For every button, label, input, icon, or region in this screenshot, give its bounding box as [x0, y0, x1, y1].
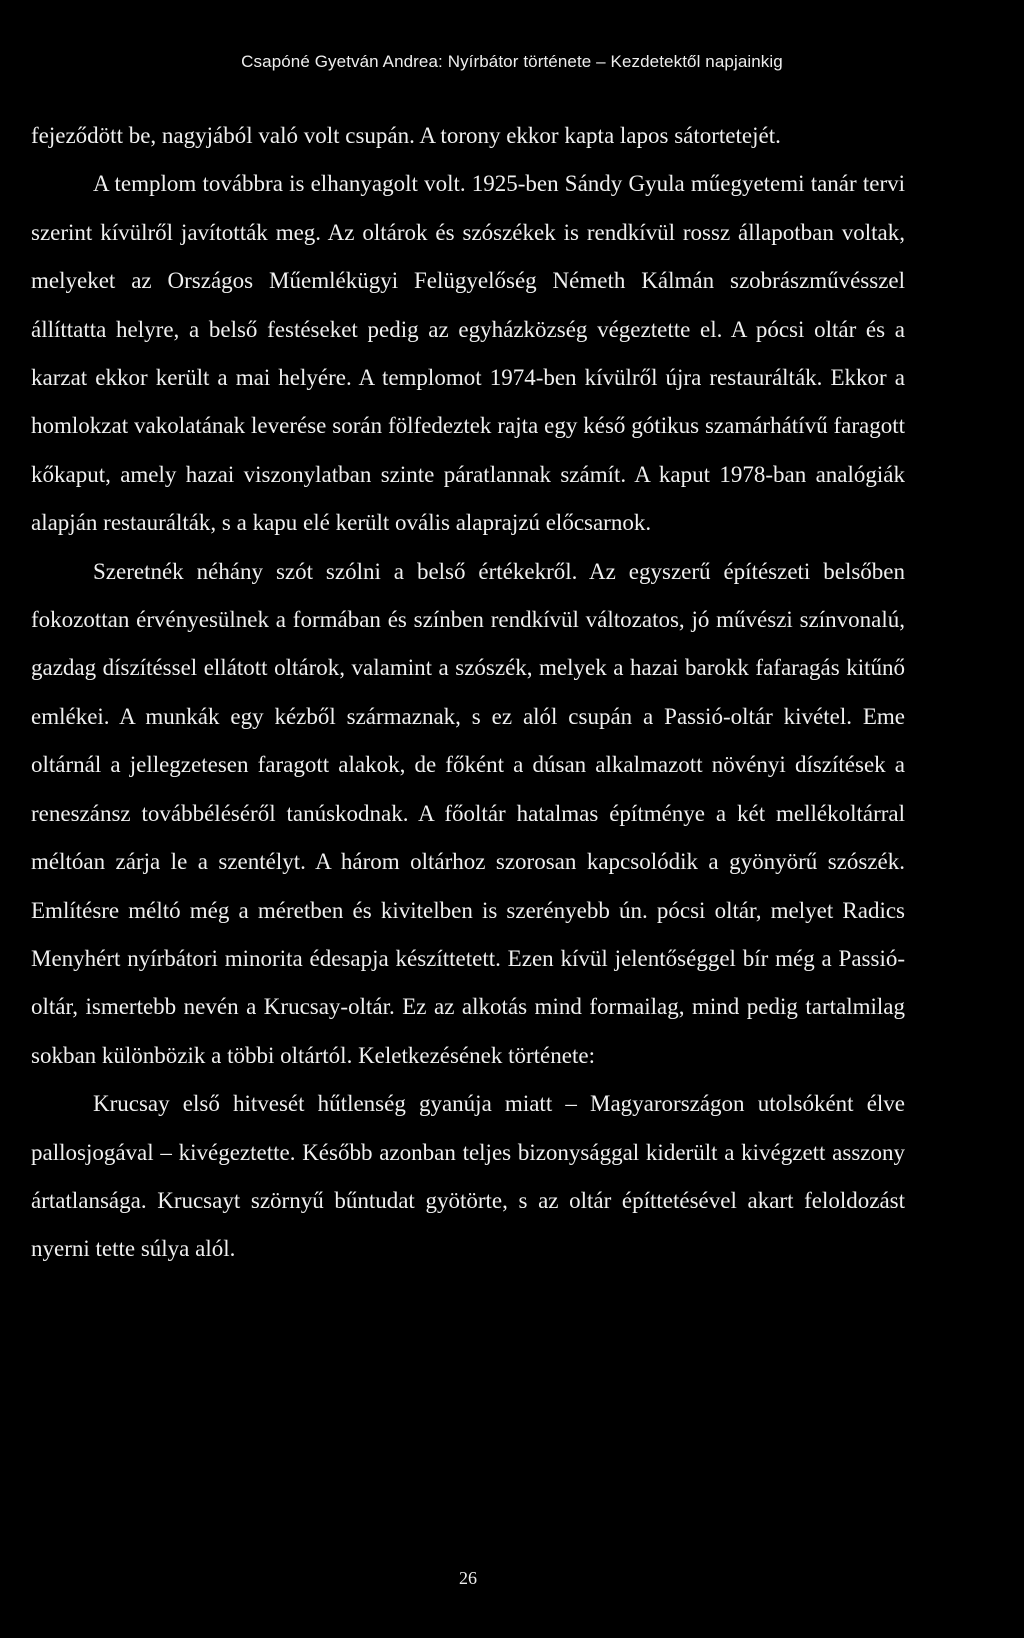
running-header: Csapóné Gyetván Andrea: Nyírbátor története – Kezdetektől napjainkig: [241, 52, 783, 71]
paragraph-2: A templom továbbra is elhanyagolt volt. 1925-ben Sándy Gyula műegyetemi tanár tervi szerint kívülről javították meg. Az oltárok és szószékek is rendkívül rossz állapotban voltak, melyeket az Országos Műemlékügyi Felügyelőség Németh Kálmán szobrászművésszel állíttatta helyre, a belső festéseket pedig az egyházközség végeztette el. A pócsi oltár és a karzat ekkor került a mai helyére. A templomot 1974-ben kívülről újra restaurálták. Ekkor a homlokzat vakolatának leverése során fölfedeztek rajta egy késő gótikus szamárhátívű faragott kőkaput, amely hazai viszonylatban szinte páratlannak számít. A kaput 1978-ban analógiák alapján restaurálták, s a kapu elé került ovális alaprajzú előcsarnok.: [31, 171, 905, 536]
page-number: 26: [459, 1568, 477, 1588]
body-text: [31, 112, 905, 1274]
paragraph-1: fejeződött be, nagyjából való volt csupán. A torony ekkor kapta lapos sátortetejét.: [31, 123, 781, 148]
paragraph-4: Krucsay első hitvesét hűtlenség gyanúja miatt – Magyarországon utolsóként élve pallosjogával – kivégeztette. Később azonban teljes bizonysággal kiderült a kivégzett asszony ártatlansága. Krucsayt szörnyű bűntudat gyötörte, s az oltár építtetésével akart feloldozást nyerni tette súlya alól.: [31, 1091, 905, 1262]
paragraph-3: Szeretnék néhány szót szólni a belső értékekről. Az egyszerű építészeti belsőben fokozottan érvényesülnek a formában és színben rendkívül változatos, jó művészi színvonalú, gazdag díszítéssel ellátott oltárok, valamint a szószék, melyek a hazai barokk fafaragás kitűnő emlékei. A munkák egy kézből származnak, s ez alól csupán a Passió-oltár kivétel. Eme oltárnál a jellegzetesen faragott alakok, de főként a dúsan alkalmazott növényi díszítések a reneszánsz továbbéléséről tanúskodnak. A főoltár hatalmas építménye a két mellékoltárral méltóan zárja le a szentélyt. A három oltárhoz szorosan kapcsolódik a gyönyörű szószék. Említésre méltó még a méretben és kivitelben is szerényebb ún. pócsi oltár, melyet Radics Menyhért nyírbátori minorita édesapja készíttetett. Ezen kívül jelentőséggel bír még a Passió-oltár, ismertebb nevén a Krucsay-oltár. Ez az alkotás mind formailag, mind pedig tartalmilag sokban különbözik a többi oltártól. Keletkezésének története:: [31, 558, 905, 1068]
